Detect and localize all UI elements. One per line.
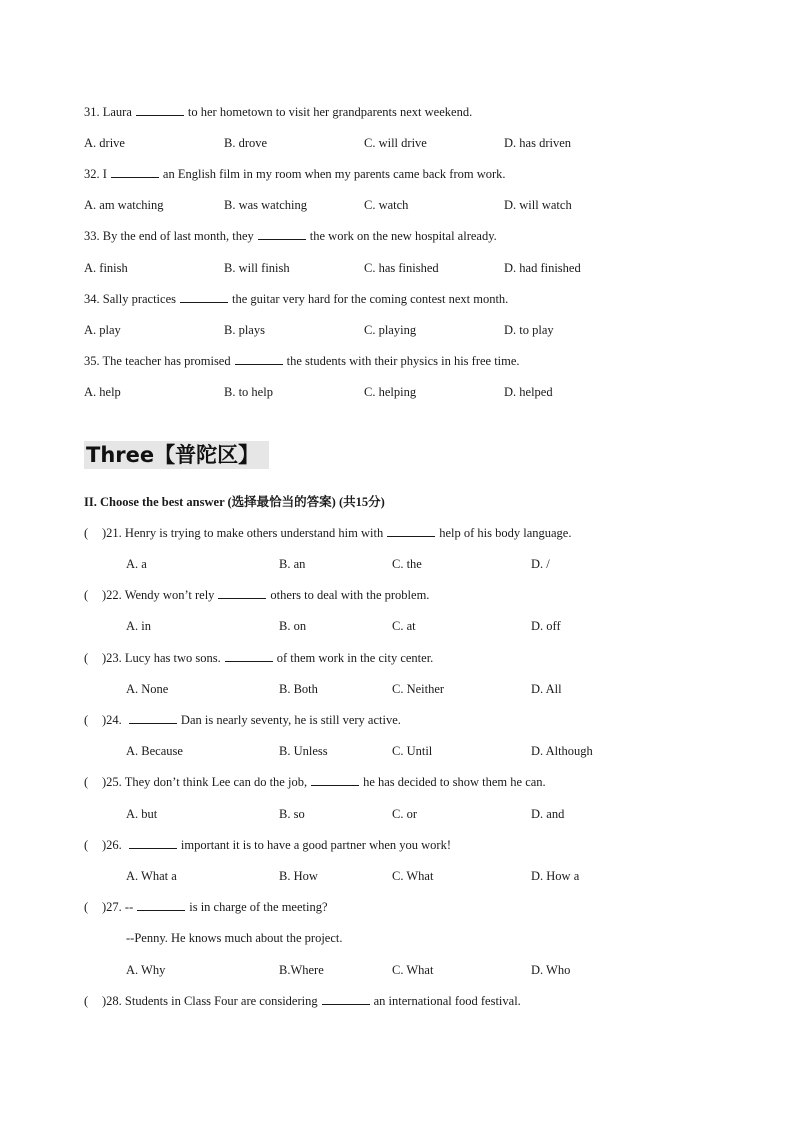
option-b: B.Where bbox=[279, 963, 324, 977]
option-b: B. so bbox=[279, 807, 305, 821]
option-c: C. helping bbox=[364, 385, 417, 399]
question-27-reply: --Penny. He knows much about the project. bbox=[126, 931, 343, 945]
option-c: C. What bbox=[392, 963, 434, 977]
option-a: A. am watching bbox=[84, 198, 164, 212]
section-heading: Three【普陀区】 bbox=[84, 441, 269, 469]
options-27 bbox=[126, 962, 686, 978]
question-35: 35. The teacher has promised the students with their physics in his free time. bbox=[84, 354, 520, 368]
option-d: D. off bbox=[531, 619, 561, 633]
option-b: B. to help bbox=[224, 385, 273, 399]
option-b: B. will finish bbox=[224, 261, 290, 275]
option-d: D. All bbox=[531, 682, 562, 696]
options-34 bbox=[84, 322, 684, 338]
question-26: ( )26. important it is to have a good partner when you work! bbox=[84, 838, 451, 852]
option-d: D. has driven bbox=[504, 136, 571, 150]
answer-blank bbox=[235, 353, 283, 365]
option-c: C. playing bbox=[364, 323, 417, 337]
option-c: C. or bbox=[392, 807, 417, 821]
option-b: B. drove bbox=[224, 136, 268, 150]
options-35 bbox=[84, 384, 684, 400]
option-d: D. / bbox=[531, 557, 550, 571]
question-32: 32. I an English film in my room when my parents came back from work. bbox=[84, 167, 506, 181]
answer-blank bbox=[136, 104, 184, 116]
option-d: D. How a bbox=[531, 869, 580, 883]
answer-blank bbox=[111, 166, 159, 178]
answer-blank bbox=[225, 650, 273, 662]
question-33: 33. By the end of last month, they the work on the new hospital already. bbox=[84, 229, 497, 243]
option-b: B. plays bbox=[224, 323, 265, 337]
option-b: B. How bbox=[279, 869, 318, 883]
answer-blank bbox=[129, 712, 177, 724]
option-d: D. to play bbox=[504, 323, 554, 337]
option-d: D. had finished bbox=[504, 261, 581, 275]
question-22: ( )22. Wendy won’t rely others to deal with the problem. bbox=[84, 588, 430, 602]
option-a: A. but bbox=[126, 807, 158, 821]
option-d: D. Although bbox=[531, 744, 593, 758]
options-23 bbox=[126, 681, 686, 697]
option-c: C. watch bbox=[364, 198, 409, 212]
answer-blank bbox=[129, 837, 177, 849]
options-33 bbox=[84, 260, 684, 276]
options-25 bbox=[126, 806, 686, 822]
question-27: ( )27. -- is in charge of the meeting? bbox=[84, 900, 328, 914]
option-b: B. was watching bbox=[224, 198, 307, 212]
option-c: C. at bbox=[392, 619, 416, 633]
options-26 bbox=[126, 868, 686, 884]
option-d: D. helped bbox=[504, 385, 553, 399]
option-b: B. Both bbox=[279, 682, 318, 696]
option-c: C. has finished bbox=[364, 261, 439, 275]
question-34: 34. Sally practices the guitar very hard for the coming contest next month. bbox=[84, 292, 509, 306]
option-a: A. drive bbox=[84, 136, 125, 150]
options-22 bbox=[126, 618, 686, 634]
option-d: D. will watch bbox=[504, 198, 572, 212]
answer-blank bbox=[258, 228, 306, 240]
question-31: 31. Laura to her hometown to visit her grandparents next weekend. bbox=[84, 105, 473, 119]
options-24 bbox=[126, 743, 686, 759]
option-d: D. and bbox=[531, 807, 565, 821]
answer-blank bbox=[180, 291, 228, 303]
answer-blank bbox=[137, 899, 185, 911]
question-28: ( )28. Students in Class Four are considering an international food festival. bbox=[84, 994, 521, 1008]
option-b: B. Unless bbox=[279, 744, 328, 758]
part-title: II. Choose the best answer (选择最恰当的答案) (共15分) bbox=[84, 495, 385, 509]
option-c: C. the bbox=[392, 557, 422, 571]
options-21 bbox=[126, 556, 686, 572]
answer-blank bbox=[387, 525, 435, 537]
options-32 bbox=[84, 197, 684, 213]
option-b: B. an bbox=[279, 557, 306, 571]
option-a: A. help bbox=[84, 385, 121, 399]
option-a: A. finish bbox=[84, 261, 128, 275]
option-c: C. will drive bbox=[364, 136, 427, 150]
option-a: A. Why bbox=[126, 963, 166, 977]
option-a: A. play bbox=[84, 323, 121, 337]
option-a: A. What a bbox=[126, 869, 177, 883]
option-b: B. on bbox=[279, 619, 307, 633]
answer-blank bbox=[218, 587, 266, 599]
answer-blank bbox=[322, 993, 370, 1005]
question-24: ( )24. Dan is nearly seventy, he is still very active. bbox=[84, 713, 401, 727]
option-c: C. Until bbox=[392, 744, 433, 758]
option-c: C. Neither bbox=[392, 682, 445, 696]
question-25: ( )25. They don’t think Lee can do the job, he has decided to show them he can. bbox=[84, 775, 546, 789]
option-d: D. Who bbox=[531, 963, 571, 977]
question-23: ( )23. Lucy has two sons. of them work in the city center. bbox=[84, 651, 434, 665]
answer-blank bbox=[311, 774, 359, 786]
option-a: A. in bbox=[126, 619, 151, 633]
option-a: A. Because bbox=[126, 744, 183, 758]
question-21: ( )21. Henry is trying to make others understand him with help of his body language. bbox=[84, 526, 572, 540]
option-c: C. What bbox=[392, 869, 434, 883]
options-31 bbox=[84, 135, 684, 151]
option-a: A. None bbox=[126, 682, 169, 696]
option-a: A. a bbox=[126, 557, 147, 571]
